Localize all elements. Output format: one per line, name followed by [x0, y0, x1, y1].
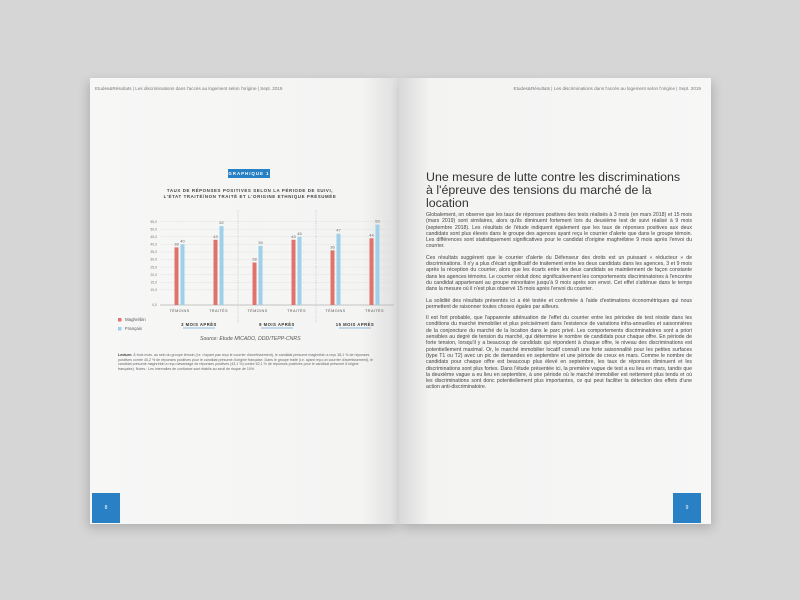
group-label: 9 MOIS APRÈS	[259, 322, 295, 327]
category-label: TÉMOINS	[247, 309, 268, 313]
page-number-right: 9	[673, 493, 701, 523]
paragraph: La solidité des résultats présentés ici a été testée et confirmée à l'aide d'estimations économétriques qui nous permettent de raisonner toutes choses égales par ailleurs.	[426, 297, 692, 310]
bar-value-label: 52	[219, 220, 224, 226]
paragraph: Il est fort probable, que l'apparente atténuation de l'effet du courrier entre les périodes de test réside dans les conditions du marché immobilier et plus précisément dans l'existence de variations infra-annuelles et saisonnières de la conjoncture du marché de la location dans le parc privé. Les comportements discriminatoires sont a priori sensibles au degré de tension du marché, qui détermine le nombre de candidats pour chaque offre. En période de forte tension, lorsqu'il y a beaucoup de candidats qui répondent à chaque offre, le niveau des discriminations est potentiellement maximal. Or, le marché immobilier locatif connaît une forte saisonnalité pour les petites surfaces (type T1 ou T2) avec un pic de demandes en septembre et une période de creux en mars. Comme le nombre de candidats pour chaque offre est beaucoup plus élevé en septembre, les taux de réponses diminuent et les discriminations sont plus fortes. Dans l'étude présentée ici, la première vague de test a eu lieu en mars, tandis que la deuxième vague a eu lieu en septembre, à une période où le marché immobilier est nettement plus tendu et où les discriminations sont donc potentiellement plus importantes, ce qui peut faciliter la détection des effets d'une action anti-discriminatoire.	[426, 315, 692, 391]
bar	[220, 226, 224, 305]
bar	[337, 234, 341, 305]
legend-swatch	[118, 318, 122, 322]
group-label: 3 MOIS APRÈS	[181, 322, 217, 327]
bar-value-label: 53	[375, 218, 380, 224]
chart-source: Source: Etude MICADO, DDD/TEPP-CNRS	[200, 336, 301, 342]
bar-value-label: 38	[174, 241, 179, 247]
y-tick-label: 40,0	[150, 242, 157, 247]
bar	[181, 244, 185, 305]
y-tick-label: 15,0	[150, 280, 157, 285]
y-tick-label: 30,0	[150, 257, 157, 262]
bar	[259, 246, 263, 305]
lecture-text: À trois mois, au sein du groupe témoin (i.e. n'ayant pas reçu le courrier d'avertissement), le candidat présumé maghrébin a reçu 38,1 % de réponses positives contre 40,2 % de réponses positives pour le candidat présumé d'origine française. Dans le groupe traité (i.e. ayant reçu un courrier d'avertissement), le candidat présumé maghrébin a reçu davantage de réponses positives (43,1 %) contre 52,1 % de réponses positives pour le candidat présumé d'origine française). Notes : Les intervalles de confiance sont établis au seuil de risque de 10%.	[118, 353, 373, 371]
y-tick-label: 10,0	[150, 288, 157, 293]
article-body	[426, 212, 692, 396]
graph-badge: GRAPHIQUE 1	[228, 171, 270, 176]
y-tick-label: 55,0	[150, 219, 157, 224]
y-tick-label: 25,0	[150, 265, 157, 270]
y-tick-label: 45,0	[150, 234, 157, 239]
bar-value-label: 36	[330, 244, 335, 250]
bar	[292, 240, 296, 305]
bar-value-label: 47	[336, 227, 341, 233]
bar	[175, 247, 179, 305]
bar	[376, 225, 380, 305]
bar	[298, 237, 302, 305]
category-label: TRAITÉS	[365, 309, 384, 313]
group-label: 15 MOIS APRÈS	[335, 322, 375, 327]
y-tick-label: 20,0	[150, 272, 157, 277]
bar	[214, 240, 218, 305]
lecture-label: Lecture:	[118, 353, 133, 357]
bar-value-label: 45	[297, 230, 302, 236]
right-page-header: Etudes&Résultats | Les discriminations dans l'accès au logement selon l'origine | Sept. 2019	[513, 86, 701, 91]
y-tick-label: 50,0	[150, 227, 157, 232]
category-label: TÉMOINS	[325, 309, 346, 313]
category-label: TÉMOINS	[169, 309, 190, 313]
bar-value-label: 43	[291, 233, 296, 239]
legend-label: Maghrébin	[125, 317, 146, 322]
legend-swatch	[118, 327, 122, 331]
chart-note	[118, 353, 373, 371]
paragraph: Ces résultats suggèrent que le courrier d'alerte du Défenseur des droits est un puissant « réducteur » de discriminations. Il n'y a plus d'écart significatif de traitement entre les deux candidats dans les agences, 3 et 9 mois après la réception du courrier, alors que les écarts entre les deux candidats se maintiennent de façon constante dans les agences témoins. Le courrier réduit donc significativement les comportements discriminatoires à l'encontre du candidat appartenant au groupe minoritaire jusqu'à 9 mois après son envoi. Cet effet s'atténue dans le temps dans la mesure où il n'est plus observé 15 mois après l'envoi du courrier.	[426, 254, 692, 293]
legend-label: Français	[125, 326, 142, 331]
bar-value-label: 43	[213, 233, 218, 239]
chart-title: TAUX DE RÉPONSES POSITIVES SELON LA PÉRIODE DE SUIVI, L'ÉTAT TRAITÉ/NON TRAITÉ ET L'ORIGINE ETHNIQUE PRÉSUMÉE	[163, 188, 337, 200]
category-label: TRAITÉS	[287, 309, 306, 313]
bar-value-label: 40	[180, 238, 185, 244]
left-page-header: Etudes&Résultats | Les discriminations dans l'accès au logement selon l'origine | Sept. 2019	[95, 86, 283, 91]
paragraph: Globalement, on observe que les taux de réponses positives des tests réalisés à 3 mois (en mars 2018) et 15 mois (mars 2019) sont similaires, alors qu'ils diminuent fortement lors du deuxième test de suivi réalisé à 9 mois (septembre 2018). Les résultats de l'étude indiquent également que les taux de réponses positives aux deux candidats sont plus élevés dans le groupe des agences ayant reçu le courrier d'alerte que dans le groupe témoin. Les différences sont statistiquement significatives pour le candidat d'origine maghrébine 9 mois après l'envoi du courrier.	[426, 212, 692, 250]
bar-value-label: 44	[369, 232, 374, 238]
y-tick-label: 0,0	[152, 303, 157, 308]
bar	[370, 238, 374, 305]
page-number-left: 8	[92, 493, 120, 523]
category-label: TRAITÉS	[209, 309, 228, 313]
right-page	[399, 78, 711, 524]
article-title: Une mesure de lutte contre les discriminations à l'épreuve des tensions du marché de la location	[426, 170, 681, 211]
bar	[331, 250, 335, 305]
y-tick-label: 35,0	[150, 250, 157, 255]
bar	[253, 263, 257, 305]
bar-chart	[90, 78, 399, 338]
left-page	[90, 78, 399, 524]
bar-value-label: 28	[252, 256, 257, 262]
bar-value-label: 39	[258, 239, 263, 245]
